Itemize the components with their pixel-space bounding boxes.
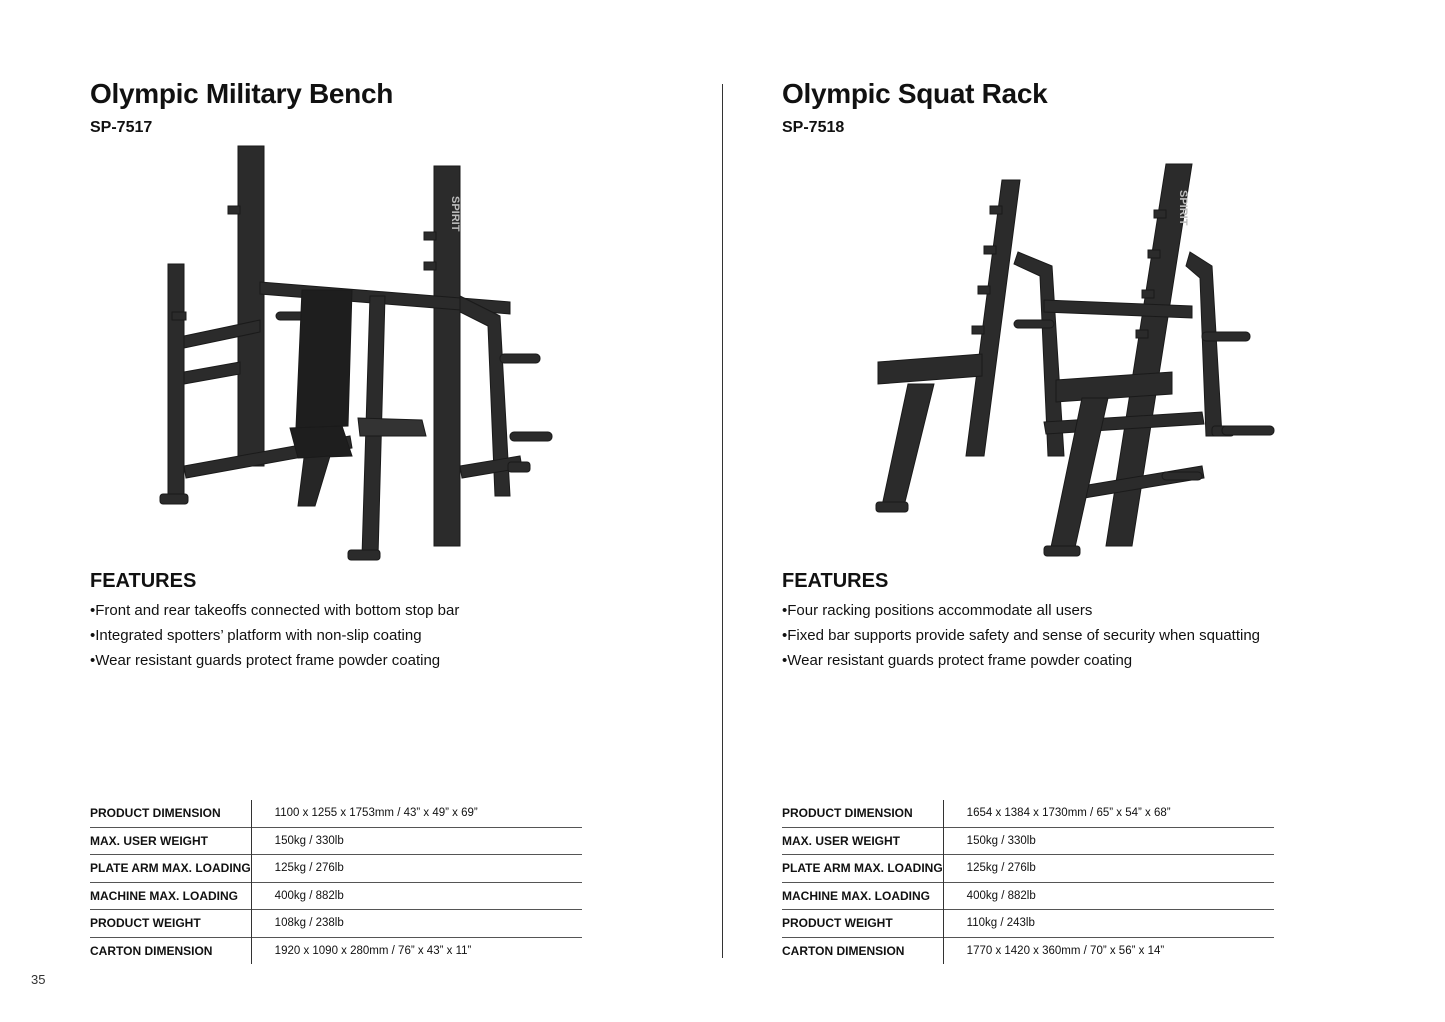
features-heading: FEATURES [782,570,889,592]
feature-item: •Front and rear takeoffs connected with bottom stop bar [90,602,460,619]
column-divider [722,84,723,958]
spec-value: 150kg / 330lb [943,827,1274,855]
spec-label: MACHINE MAX. LOADING [90,882,251,910]
spec-label: PRODUCT DIMENSION [782,800,943,827]
product-squat-rack [782,0,1382,1022]
spec-row [782,827,1274,855]
spec-row [90,937,582,964]
product-title: Olympic Squat Rack [782,78,1048,109]
spec-row [782,937,1274,964]
spec-row [90,800,582,827]
spec-row [782,855,1274,883]
spec-label: PRODUCT DIMENSION [90,800,251,827]
spec-value: 400kg / 882lb [251,882,582,910]
spec-row [782,910,1274,938]
spec-value: 1654 x 1384 x 1730mm / 65” x 54” x 68” [966,807,1171,820]
features-heading: FEATURES [90,570,197,592]
spec-row [782,882,1274,910]
feature-item: •Fixed bar supports provide safety and sense of security when squatting [782,627,1261,644]
spec-value: 150kg / 330lb [251,827,582,855]
spec-value: 1920 x 1090 x 280mm / 76” x 43” x 11” [251,937,582,964]
spec-value: 110kg / 243lb [943,910,1274,938]
product-title: Olympic Military Bench [90,78,394,109]
feature-item: •Wear resistant guards protect frame powder coating [782,652,1133,669]
spec-row [90,882,582,910]
spec-value: 400kg / 882lb [943,882,1274,910]
spec-value: 108kg / 238lb [251,910,582,938]
spec-table [782,800,1274,964]
brand-logo: SPIRIT [449,196,461,232]
feature-item: •Wear resistant guards protect frame powder coating [90,652,441,669]
squat-rack-image [782,136,1382,576]
spec-value: 1100 x 1255 x 1753mm / 43” x 49” x 69” [274,807,478,820]
product-military-bench [90,0,690,1022]
spec-label: MAX. USER WEIGHT [782,827,943,855]
spec-value: 1770 x 1420 x 360mm / 70” x 56” x 14” [943,937,1274,964]
page-number: 35 [31,972,46,987]
feature-item: •Integrated spotters’ platform with non-slip coating [90,627,422,644]
product-code: SP-7518 [782,119,845,136]
spec-label: MACHINE MAX. LOADING [782,882,943,910]
feature-item: •Four racking positions accommodate all users [782,602,1093,619]
spec-row [90,910,582,938]
product-code: SP-7517 [90,119,153,136]
spec-label: CARTON DIMENSION [90,937,251,964]
spec-label: CARTON DIMENSION [782,937,943,964]
spec-label: PRODUCT WEIGHT [90,910,251,938]
spec-row [90,827,582,855]
spec-label: PLATE ARM MAX. LOADING [782,855,943,883]
spec-label: PRODUCT WEIGHT [782,910,943,938]
spec-label: MAX. USER WEIGHT [90,827,251,855]
brand-logo: SPIRIT [1177,190,1189,226]
features-list [782,598,1260,673]
spec-row [90,855,582,883]
spec-label: PLATE ARM MAX. LOADING [90,855,251,883]
spec-value: 125kg / 276lb [943,855,1274,883]
features-list [90,598,459,673]
spec-row [782,800,1274,827]
spec-table [90,800,582,964]
spec-value: 125kg / 276lb [251,855,582,883]
military-bench-image [90,136,690,576]
